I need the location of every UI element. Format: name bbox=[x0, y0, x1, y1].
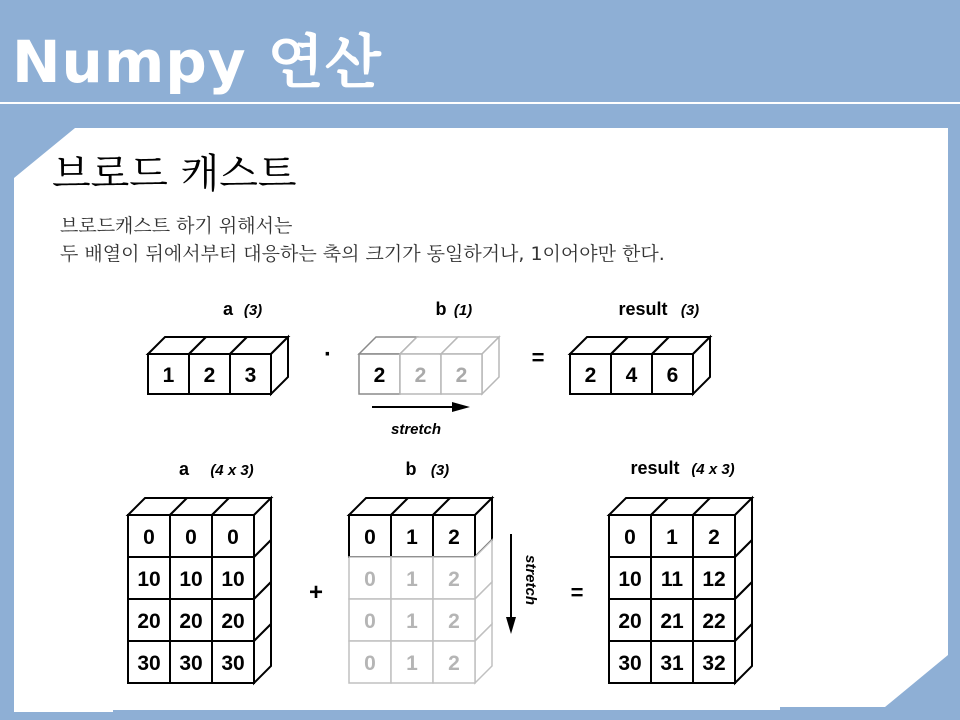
body-text bbox=[60, 212, 665, 268]
row1-array-b-cell-value: 2 bbox=[455, 364, 468, 387]
row2-a-shape: (4 x 3) bbox=[210, 462, 254, 479]
row2-array-a-cell-value: 30 bbox=[221, 652, 245, 675]
body-line-2: 두 배열이 뒤에서부터 대응하는 축의 크기가 동일하거나, 1이어야만 한다. bbox=[60, 243, 665, 265]
body-line-1: 브로드캐스트 하기 위해서는 bbox=[60, 215, 293, 237]
row1-array-result-cell-value: 4 bbox=[625, 364, 638, 387]
row1-result-label: result bbox=[618, 299, 668, 319]
row1-a-label: a bbox=[222, 299, 234, 319]
row2-array-a-cell-value: 0 bbox=[185, 526, 197, 549]
row2-array-b-cell-value: 1 bbox=[406, 526, 418, 549]
row2-array-result-cell-value: 30 bbox=[618, 652, 642, 675]
row1-array-a-cell-value: 3 bbox=[244, 364, 257, 387]
row2-array-b-cell-value: 2 bbox=[448, 610, 460, 633]
row2-array-b-cell-value: 2 bbox=[448, 526, 460, 549]
row2-array-a-cell-value: 0 bbox=[143, 526, 155, 549]
row2-array-b-cell-value: 1 bbox=[406, 610, 418, 633]
row2-array-b-cell-value: 0 bbox=[364, 652, 376, 675]
row1-array-b-cell-value: 2 bbox=[373, 364, 386, 387]
row2-array-a-cell-value: 30 bbox=[137, 652, 161, 675]
row1-equals: = bbox=[531, 345, 545, 370]
row1-array-a-cell-value: 1 bbox=[162, 364, 175, 387]
section-subtitle: 브로드 캐스트 bbox=[52, 151, 297, 197]
row2-array-b-cell-value: 0 bbox=[364, 610, 376, 633]
row1-b-shape: (1) bbox=[453, 302, 473, 319]
row2-array-b-cell-value: 2 bbox=[448, 568, 460, 591]
row2-array-b-cell-value: 0 bbox=[364, 526, 376, 549]
row2-array-b-cell-value: 1 bbox=[406, 568, 418, 591]
row2-stretch-label: stretch bbox=[522, 554, 539, 606]
row2-array-result-cell-value: 2 bbox=[708, 526, 720, 549]
row2-array-a-cell-value: 10 bbox=[221, 568, 245, 591]
row2-array-result-cell-value: 11 bbox=[660, 568, 684, 591]
row2-array-result-cell-value: 21 bbox=[660, 610, 684, 633]
row1-operator: · bbox=[324, 341, 332, 368]
row2-b-label: b bbox=[405, 459, 417, 479]
row1-b-label: b bbox=[435, 299, 447, 319]
row2-array-a-cell-value: 0 bbox=[227, 526, 239, 549]
row2-array-a-cell-value: 20 bbox=[221, 610, 245, 633]
slide-title: Numpy 연산 bbox=[12, 28, 382, 96]
row2-array-result-cell-value: 31 bbox=[660, 652, 684, 675]
row2-array-result-cell-value: 22 bbox=[702, 610, 726, 633]
row2-b-shape: (3) bbox=[430, 462, 450, 479]
row2-array-result-cell-value: 20 bbox=[618, 610, 642, 633]
row2-array-result-cell-value: 0 bbox=[624, 526, 636, 549]
row2-a-label: a bbox=[178, 459, 190, 479]
row2-array-result-cell-value: 32 bbox=[702, 652, 726, 675]
row2-array-result-cell-value: 1 bbox=[666, 526, 678, 549]
row2-array-b-cell-value: 2 bbox=[448, 652, 460, 675]
row1-array-result-cell-value: 2 bbox=[584, 364, 597, 387]
row2-operator: + bbox=[308, 579, 324, 606]
row2-result-label: result bbox=[630, 458, 680, 478]
row2-array-b-cell-value: 0 bbox=[364, 568, 376, 591]
row2-array-a-cell-value: 10 bbox=[137, 568, 161, 591]
row2-array-result-cell-value: 10 bbox=[618, 568, 642, 591]
row2-array-a-cell-value: 30 bbox=[179, 652, 203, 675]
row1-a-shape: (3) bbox=[243, 302, 263, 319]
row2-result-shape: (4 x 3) bbox=[691, 461, 735, 478]
row1-array-result-cell-value: 6 bbox=[666, 364, 679, 387]
row1-array-b-cell-value: 2 bbox=[414, 364, 427, 387]
row2-array-b-cell-value: 1 bbox=[406, 652, 418, 675]
row1-stretch-label: stretch bbox=[390, 421, 442, 438]
row2-array-result-cell-value: 12 bbox=[702, 568, 726, 591]
row2-array-a-cell-value: 10 bbox=[179, 568, 203, 591]
row2-array-a-cell-value: 20 bbox=[137, 610, 161, 633]
row2-equals: = bbox=[570, 580, 584, 605]
content-panel-bottom bbox=[113, 690, 780, 710]
row1-result-shape: (3) bbox=[680, 302, 700, 319]
row1-array-a-cell-value: 2 bbox=[203, 364, 216, 387]
row2-array-a-cell-value: 20 bbox=[179, 610, 203, 633]
